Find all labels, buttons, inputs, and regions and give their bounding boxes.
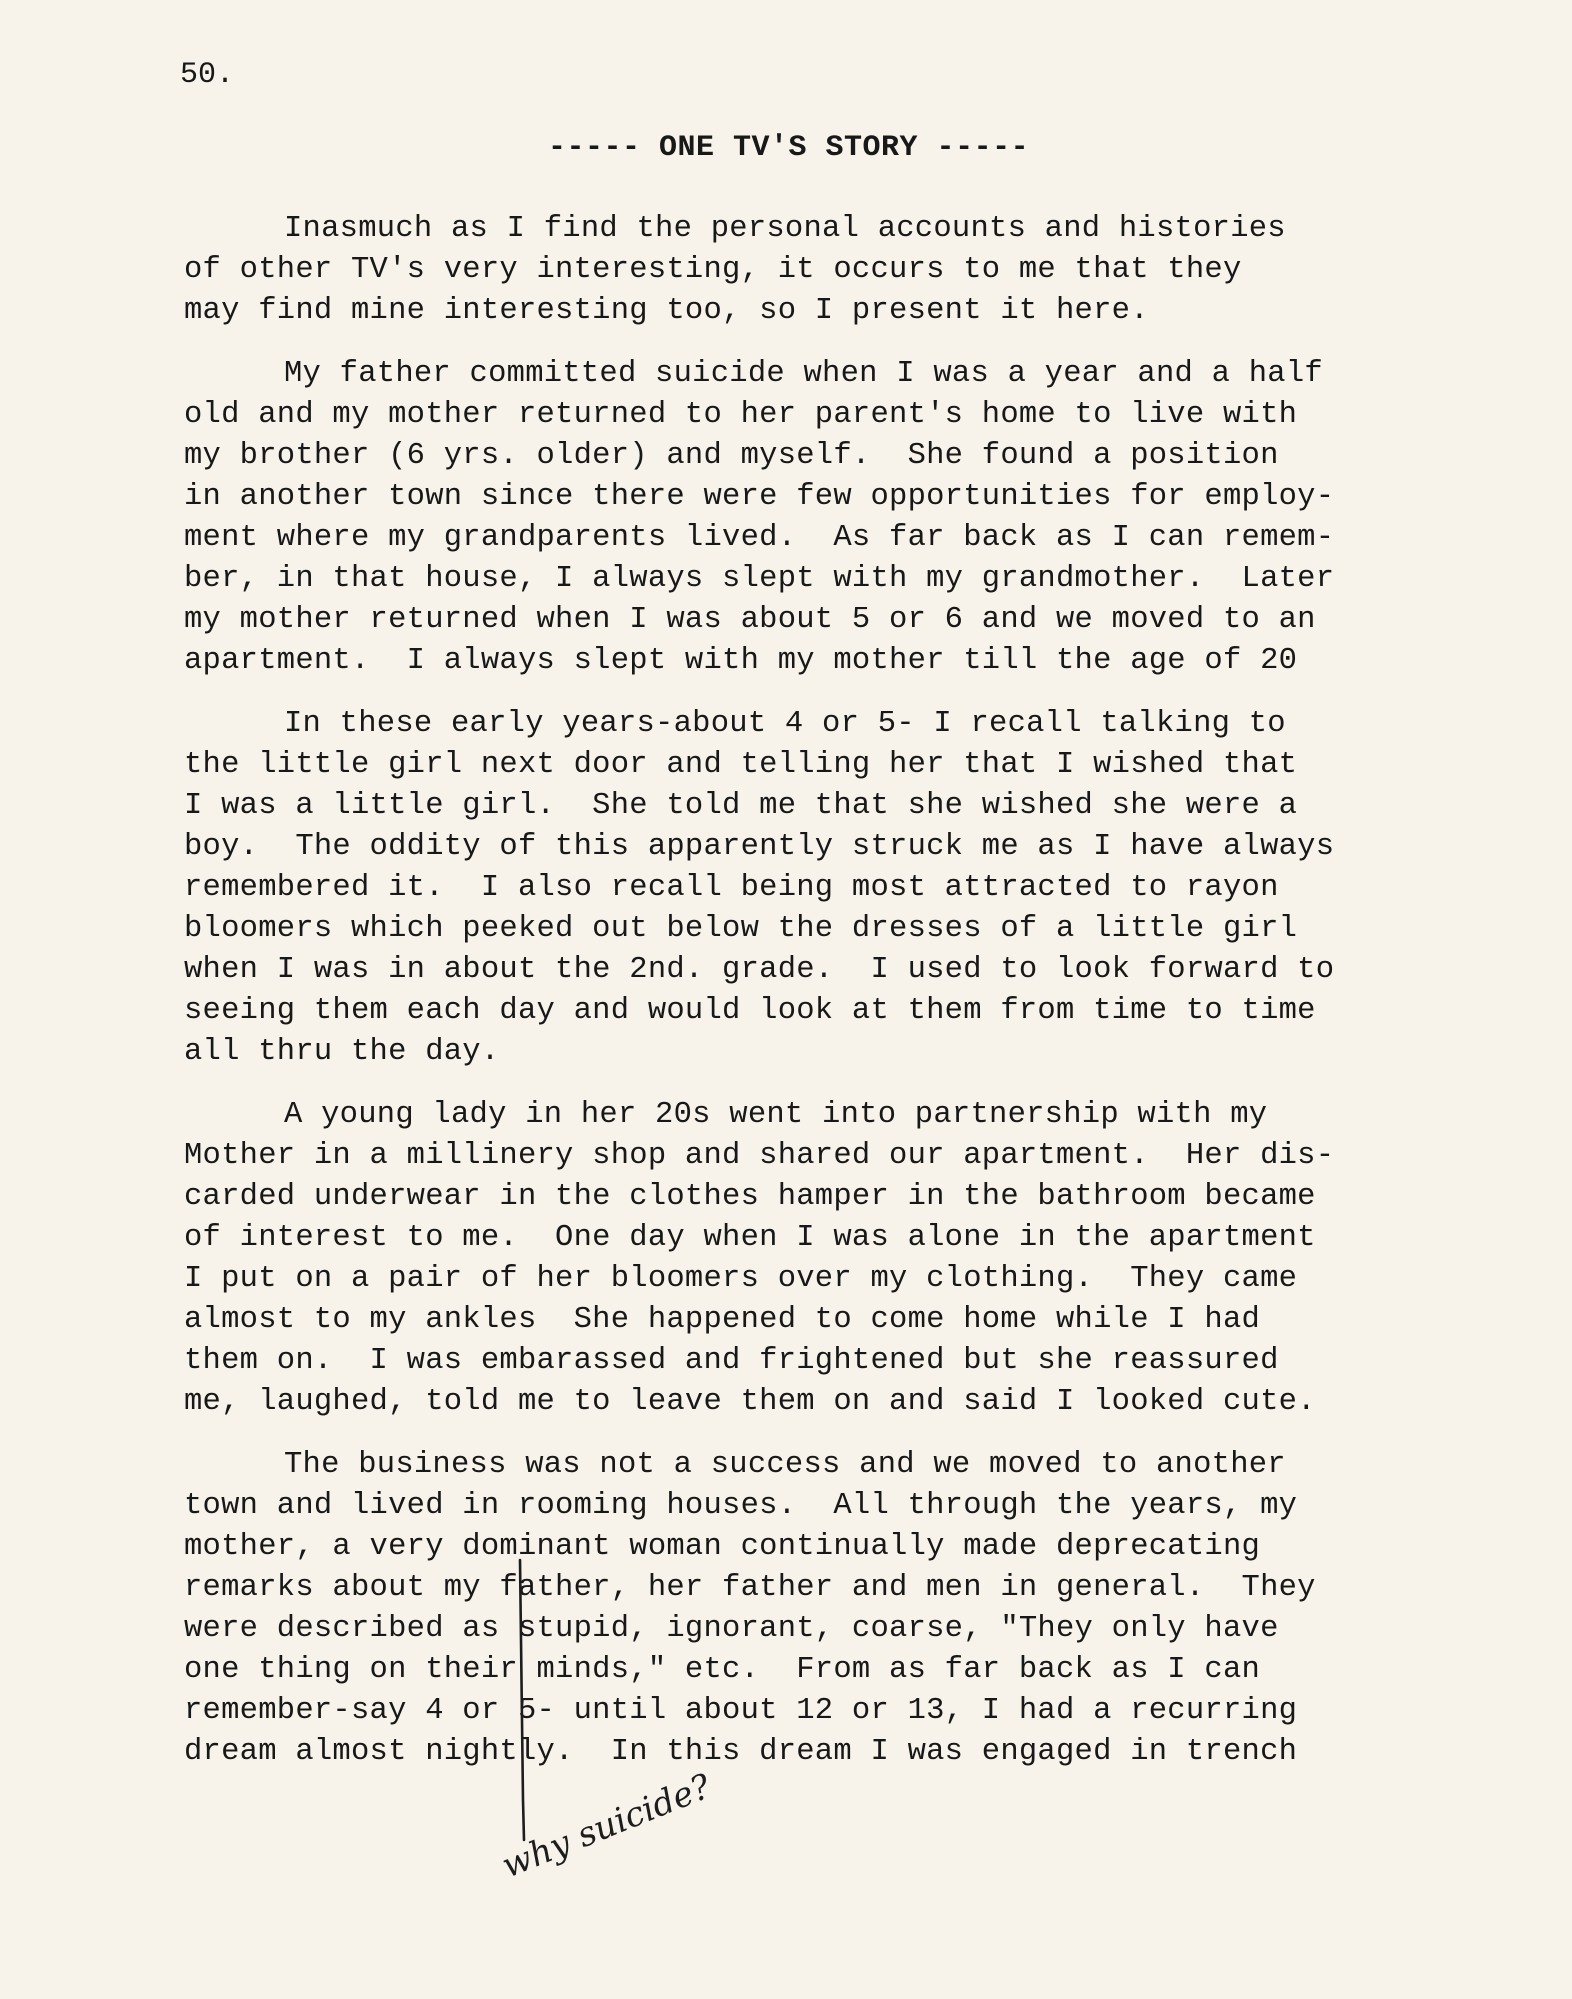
text-line: were described as stupid, ignorant, coarse, "They only have xyxy=(184,1612,1279,1646)
paragraph-4 xyxy=(184,1095,1434,1423)
text-line: apartment. I always slept with my mother till the age of 20 xyxy=(184,644,1298,678)
text-line: dream almost nightly. In this dream I was engaged in trench xyxy=(184,1735,1298,1769)
text-line: in another town since there were few opportunities for employ- xyxy=(184,480,1335,514)
text-line: bloomers which peeked out below the dresses of a little girl xyxy=(184,912,1298,946)
text-line: seeing them each day and would look at them from time to time xyxy=(184,994,1316,1028)
paragraph-1 xyxy=(184,209,1434,332)
text-line: mother, a very dominant woman continually made deprecating xyxy=(184,1530,1261,1564)
text-line: of interest to me. One day when I was alone in the apartment xyxy=(184,1221,1316,1255)
text-line: My father committed suicide when I was a year and a half xyxy=(284,357,1323,391)
text-line: I was a little girl. She told me that she wished she were a xyxy=(184,789,1298,823)
text-line: The business was not a success and we moved to another xyxy=(284,1448,1286,1482)
text-line: me, laughed, told me to leave them on and said I looked cute. xyxy=(184,1385,1316,1419)
text-line: them on. I was embarassed and frightened but she reassured xyxy=(184,1344,1279,1378)
paragraph-2 xyxy=(184,354,1434,682)
text-line: carded underwear in the clothes hamper in the bathroom became xyxy=(184,1180,1316,1214)
text-line: Inasmuch as I find the personal accounts and histories xyxy=(284,212,1286,246)
text-line: remarks about my father, her father and men in general. They xyxy=(184,1571,1316,1605)
text-line: almost to my ankles She happened to come home while I had xyxy=(184,1303,1261,1337)
text-line: may find mine interesting too, so I present it here. xyxy=(184,294,1149,328)
text-line: one thing on their minds," etc. From as far back as I can xyxy=(184,1653,1261,1687)
text-line: remembered it. I also recall being most attracted to rayon xyxy=(184,871,1279,905)
document-body xyxy=(184,209,1434,1795)
paragraph-3 xyxy=(184,704,1434,1073)
text-line: of other TV's very interesting, it occurs to me that they xyxy=(184,253,1242,287)
text-line: A young lady in her 20s went into partnership with my xyxy=(284,1098,1268,1132)
text-line: the little girl next door and telling her that I wished that xyxy=(184,748,1298,782)
paragraph-5 xyxy=(184,1445,1434,1773)
text-line: old and my mother returned to her parent's home to live with xyxy=(184,398,1298,432)
text-line: my mother returned when I was about 5 or 6 and we moved to an xyxy=(184,603,1316,637)
text-line: Mother in a millinery shop and shared our apartment. Her dis- xyxy=(184,1139,1335,1173)
text-line: all thru the day. xyxy=(184,1035,500,1069)
page-title: ----- ONE TV'S STORY ----- xyxy=(548,131,1030,165)
handwritten-note: why suicide? xyxy=(496,1766,717,1887)
text-line: remember-say 4 or 5- until about 12 or 13, I had a recurring xyxy=(184,1694,1298,1728)
text-line: boy. The oddity of this apparently struck me as I have always xyxy=(184,830,1335,864)
text-line: my brother (6 yrs. older) and myself. She found a position xyxy=(184,439,1279,473)
text-line: when I was in about the 2nd. grade. I used to look forward to xyxy=(184,953,1335,987)
text-line: In these early years-about 4 or 5- I recall talking to xyxy=(284,707,1286,741)
text-line: I put on a pair of her bloomers over my clothing. They came xyxy=(184,1262,1298,1296)
page-number: 50. xyxy=(180,58,235,92)
text-line: ment where my grandparents lived. As far back as I can remem- xyxy=(184,521,1335,555)
text-line: ber, in that house, I always slept with my grandmother. Later xyxy=(184,562,1335,596)
text-line: town and lived in rooming houses. All through the years, my xyxy=(184,1489,1298,1523)
